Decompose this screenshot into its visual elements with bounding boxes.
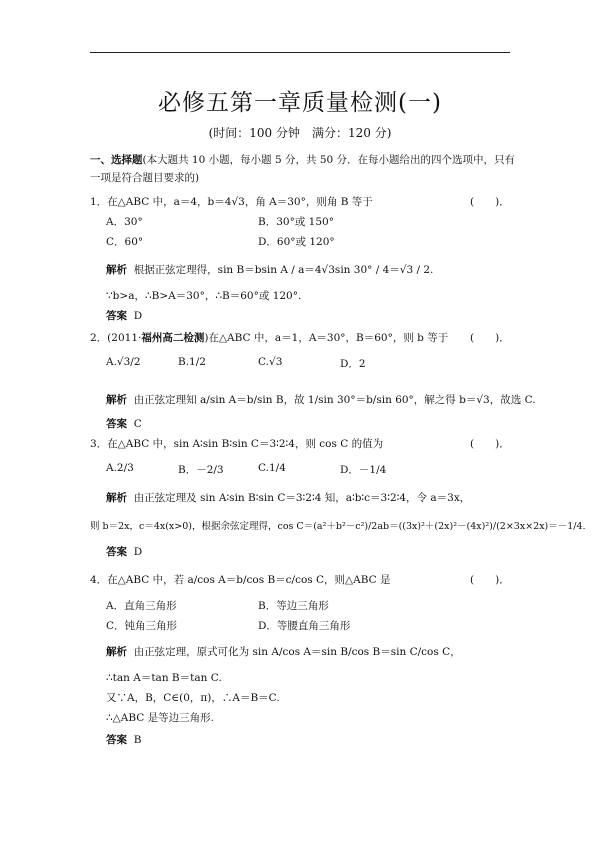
q2-analysis: [106, 392, 536, 407]
top-rule: [90, 52, 510, 53]
q3-analysis-text: 由正弦定理及 sin A∶sin B∶sin C＝3∶2∶4 知，a∶b∶c＝3∶2∶4，令 a＝3x，: [133, 492, 471, 504]
q2-opt-a: A.√3/2: [106, 356, 141, 368]
q2-opt-b: B.1/2: [178, 356, 206, 368]
q4-line-3: 又∵A，B，C∈(0，π)，∴A＝B＝C.: [106, 692, 280, 704]
q1-analysis: [106, 262, 433, 277]
q1-analysis-label: 解析: [106, 264, 127, 276]
q4-opt-d: D．等腰直角三角形: [258, 620, 351, 632]
q1-answer-value: D: [133, 310, 143, 322]
q3-answer-label: 答案: [106, 546, 127, 558]
q2-answer-label: 答案: [106, 418, 127, 430]
q4-stem: 4．在△ABC 中，若 a/cos A＝b/cos B＝c/cos C，则△ABC 是: [90, 574, 391, 586]
q4-answer: [106, 732, 141, 747]
q1-opt-a: A．30°: [106, 216, 143, 228]
q4-opt-b: B．等边三角形: [258, 600, 329, 612]
q1-analysis-2: ∵b>a，∴B>A＝30°，∴B＝60°或 120°.: [106, 290, 302, 302]
q4-opt-c: C．钝角三角形: [106, 620, 178, 632]
q4-opt-a: A．直角三角形: [106, 600, 177, 612]
q2-analysis-label: 解析: [106, 394, 127, 406]
q1-opt-c: C．60°: [106, 236, 144, 248]
q2-answer-value: C: [133, 418, 142, 430]
q1-analysis-text: 根据正弦定理得，sin B＝bsin A / a＝4√3sin 30° / 4＝√3 / 2.: [133, 264, 434, 276]
page-title: 必修五第一章质量检测(一): [158, 90, 442, 116]
q3-paren: ( )．: [470, 438, 510, 450]
section-desc-2: 一项是符合题目要求的): [90, 172, 200, 184]
q3-analysis-label: 解析: [106, 492, 127, 504]
q3-opt-c: C.1/4: [258, 462, 286, 474]
q3-opt-a: A.2/3: [106, 462, 134, 474]
q1-stem: 1．在△ABC 中，a＝4，b＝4√3，角 A＝30°，则角 B 等于: [90, 196, 373, 208]
q4-line-2: ∴tan A＝tan B＝tan C.: [106, 672, 222, 684]
q4-analysis-text: 由正弦定理，原式可化为 sin A/cos A＝sin B/cos B＝sin C/cos C，: [133, 646, 461, 658]
q3-answer-value: D: [133, 546, 143, 558]
q2-opt-d: D．2: [340, 358, 366, 370]
q1-opt-b: B．30°或 150°: [258, 216, 334, 228]
page-subtitle: (时间：100 分钟 满分：120 分): [208, 126, 392, 140]
q4-analysis-label: 解析: [106, 646, 127, 658]
q3-opt-b: B．－2/3: [178, 464, 224, 476]
q2-answer: [106, 416, 142, 431]
q1-paren: ( )．: [470, 196, 510, 208]
q4-answer-value: B: [133, 734, 142, 746]
q3-answer: [106, 544, 142, 559]
q3-analysis-2: 则 b＝2x，c＝4x(x>0)，根据余弦定理得，cos C＝(a²＋b²－c²)/2ab＝((3x)²＋(2x)²－(4x)²)/(2×3x×2x)＝－1/4.: [90, 521, 586, 532]
section-label: 一、选择题: [90, 154, 143, 166]
section-desc: (本大题共 10 小题，每小题 5 分，共 50 分．在每小题给出的四个选项中，只有: [142, 154, 516, 166]
q1-opt-d: D．60°或 120°: [258, 236, 335, 248]
q2-stem: [90, 330, 448, 345]
q4-paren: ( )．: [470, 574, 510, 586]
q3-stem: 3．在△ABC 中，sin A∶sin B∶sin C＝3∶2∶4，则 cos C 的值为: [90, 438, 384, 450]
q3-analysis: [106, 490, 470, 505]
q2-analysis-text: 由正弦定理知 a/sin A＝b/sin B，故 1/sin 30°＝b/sin 60°，解之得 b＝√3，故选 C.: [133, 394, 536, 406]
q2-stem-rest: )在△ABC 中，a＝1，A＝30°，B＝60°，则 b 等于: [204, 332, 449, 344]
q1-answer: [106, 308, 142, 323]
q4-answer-label: 答案: [106, 734, 127, 746]
q2-stem-source: 福州高二检测: [141, 332, 205, 344]
q2-paren: ( )．: [470, 332, 510, 344]
q1-answer-label: 答案: [106, 310, 127, 322]
q2-opt-c: C.√3: [258, 356, 283, 368]
q4-line-4: ∴△ABC 是等边三角形.: [106, 712, 214, 724]
section-heading: [90, 152, 515, 167]
q4-analysis: [106, 644, 461, 659]
q2-stem-prefix: 2．(2011·: [90, 332, 142, 344]
q3-opt-d: D．－1/4: [340, 464, 387, 476]
